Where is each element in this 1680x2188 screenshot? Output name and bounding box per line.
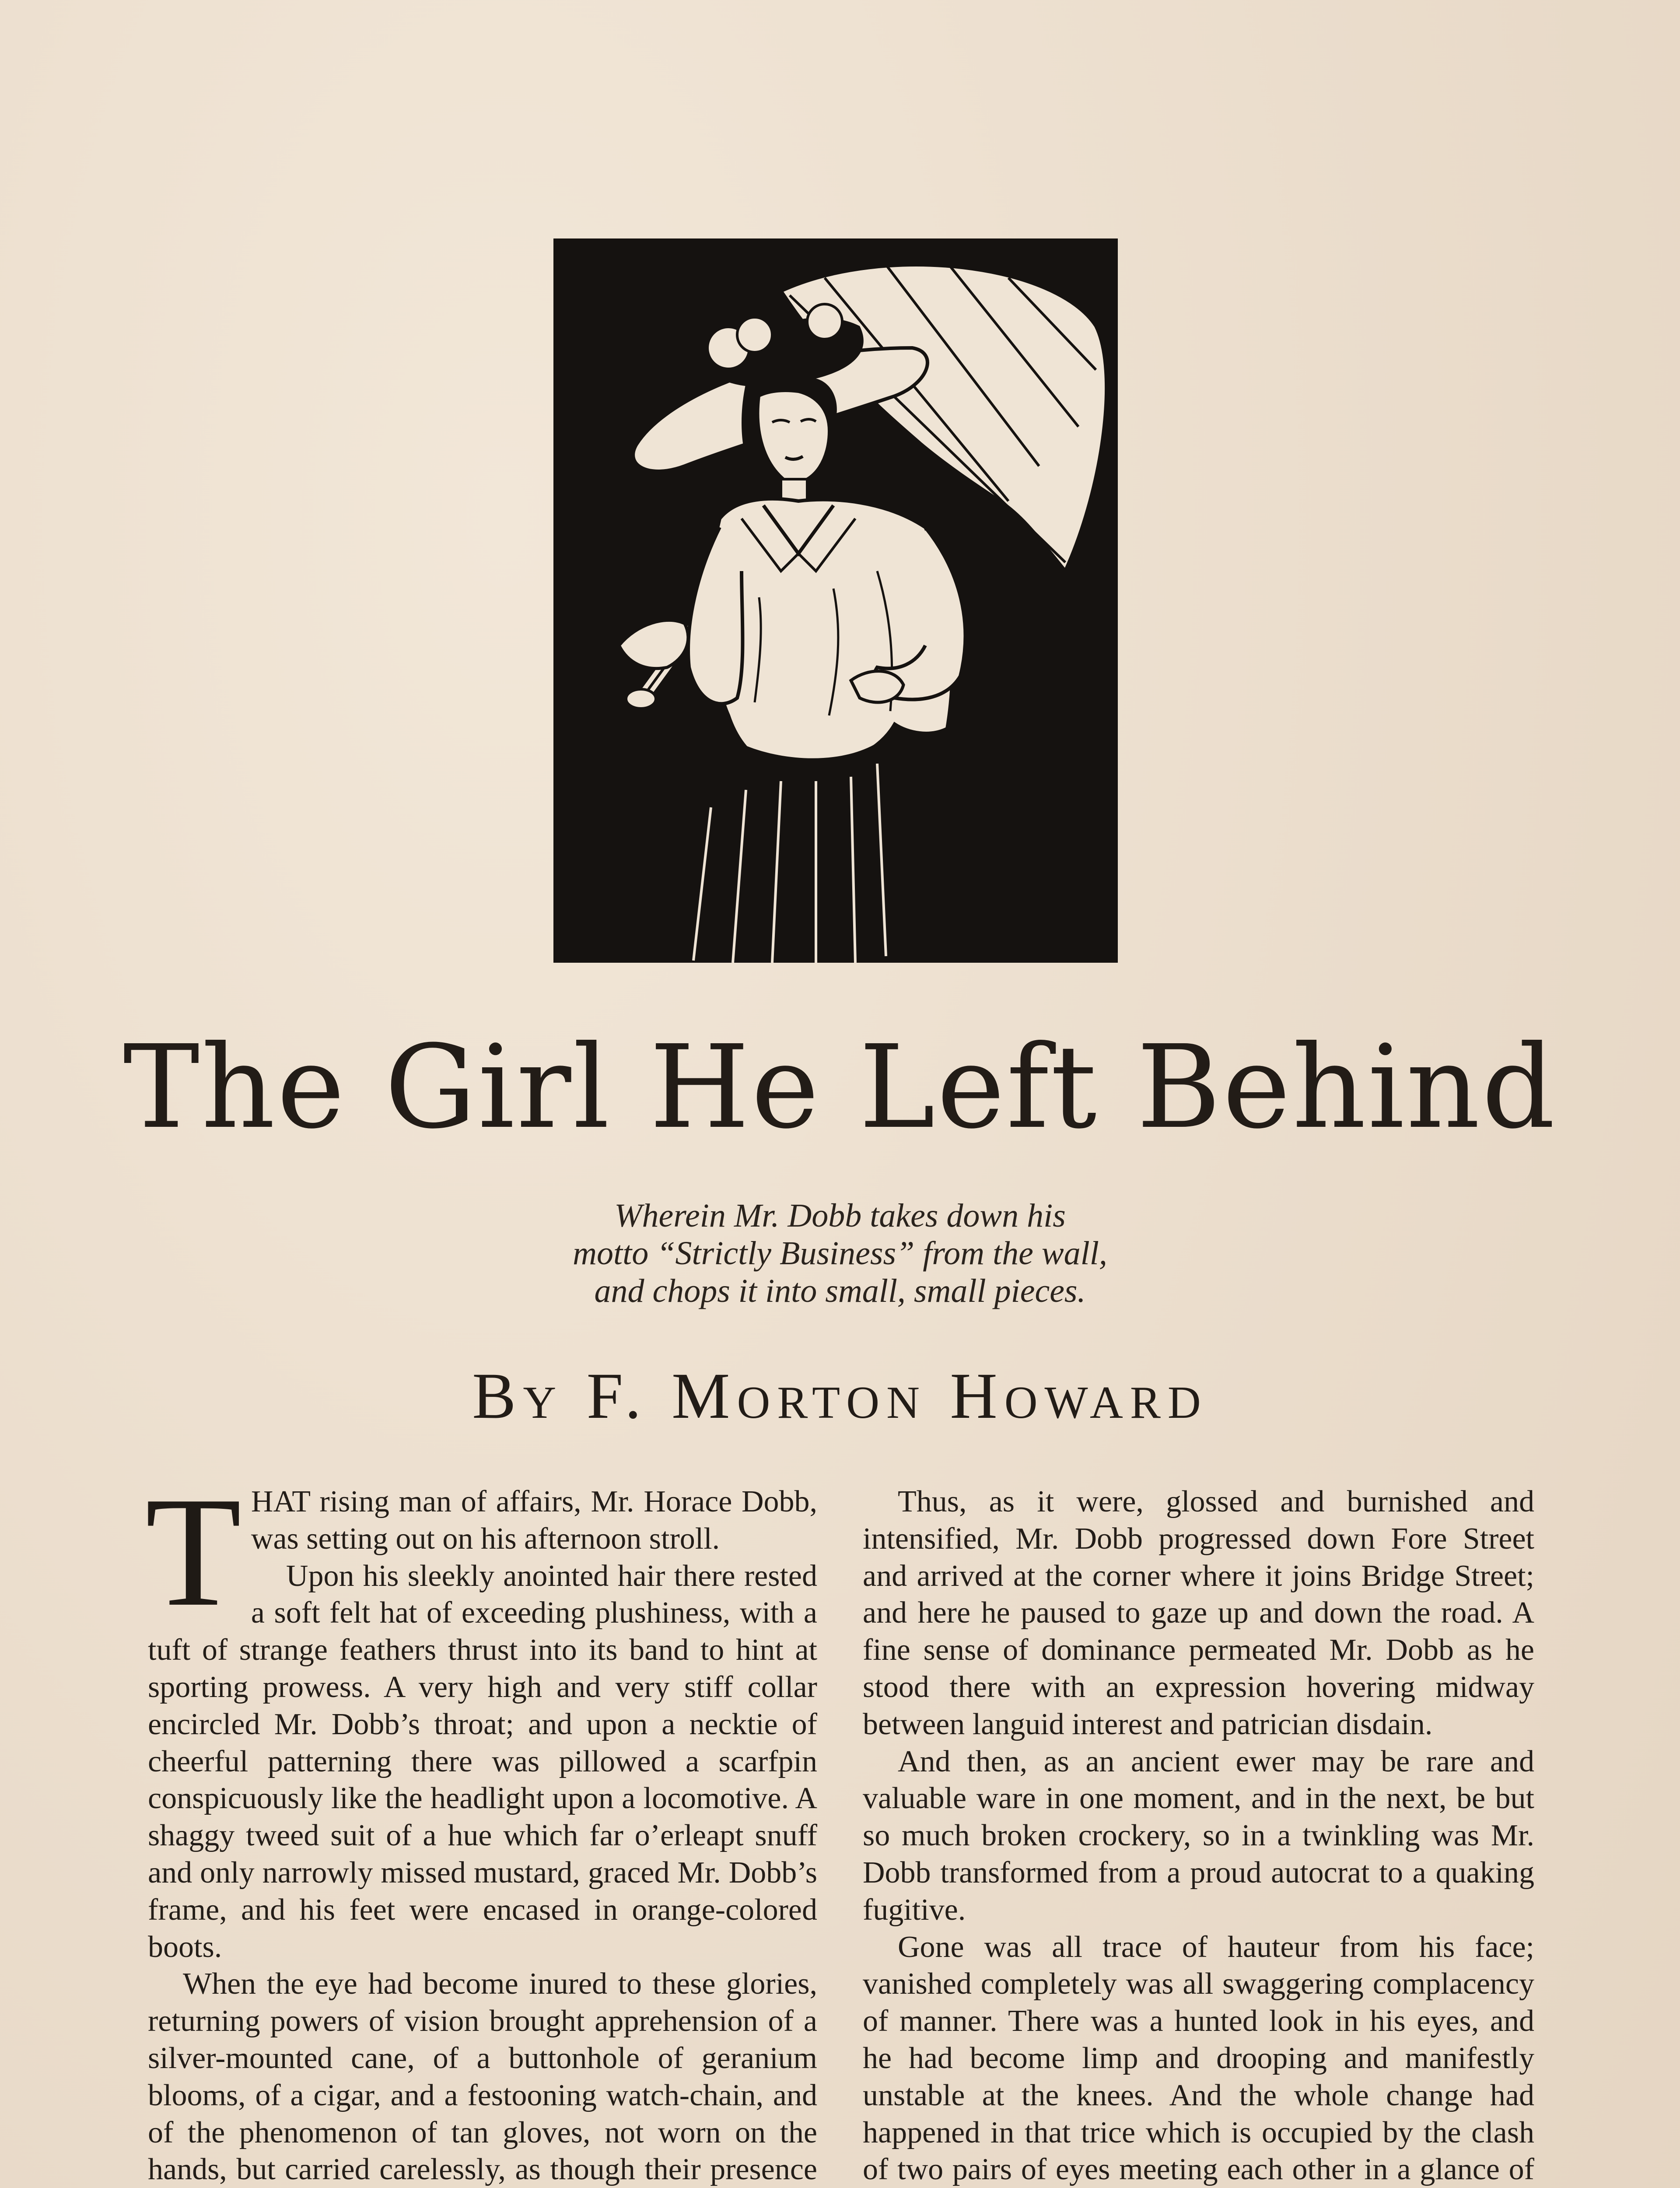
subtitle-line: Wherein Mr. Dobb takes down his: [614, 1197, 1066, 1234]
subtitle-line: motto “Strictly Business” from the wall,: [573, 1235, 1107, 1272]
paragraph-text: HAT rising man of affairs, Mr. Horace Dobb, was setting out on his afternoon stroll.: [251, 1485, 817, 1556]
woman-with-parasol-illustration: [553, 238, 1118, 963]
subtitle-line: and chops it into small, small pieces.: [594, 1273, 1086, 1309]
body-paragraph: And then, as an ancient ewer may be rare and valuable ware in one moment, and in the next, be but so much broken crockery, so in a twinkling was Mr. Dobb transformed from a proud autocrat to a quaking fugitive.: [863, 1744, 1534, 1927]
drop-cap: T: [145, 1464, 242, 1639]
right-text-column: [863, 1483, 1534, 2188]
body-paragraph: When the eye had become inured to these glories, returning powers of vision brought apprehension of a silver-mounted cane, of a buttonhole of geranium blooms, of a cigar, and a festooning watch-chain, and of the phenomenon of tan gloves, not worn on the hands, but carried carelessly, as though their presence: [148, 1967, 817, 2187]
article-title: The Girl He Left Behind: [123, 1020, 1557, 1154]
author-byline: By F. Morton Howard: [472, 1360, 1208, 1432]
body-paragraph: Gone was all trace of hauteur from his face; vanished completely was all swaggering complacency of manner. There was a hunted look in his eyes, and he had become limp and drooping and manifestly unstable at the knees. And the whole change had happened in that trice which is occupied by the clash of two pairs of eyes meeting each other in a glance of: [863, 1930, 1534, 2187]
body-paragraph: Thus, as it were, glossed and burnished and intensified, Mr. Dobb progressed down Fore Street and arrived at the corner where it joins Bridge Street; and here he paused to gaze up and down the road. A fine sense of dominance permeated Mr. Dobb as he stood there with an expression hovering midway between languid interest and patrician disdain.: [863, 1485, 1534, 1741]
left-text-column: [145, 1464, 817, 2188]
article-subtitle: [490, 1197, 1190, 1310]
body-paragraph: [145, 1464, 817, 1639]
body-paragraph: Upon his sleekly anointed hair there rested a soft felt hat of exceeding plushiness, with a tuft of strange feathers thrust into its band to hint at sporting prowess. A very high and very stiff collar encircled Mr. Dobb’s throat; and upon a necktie of cheerful patterning there was pillowed a scarfpin conspicuously like the headlight upon a locomotive. A shaggy tweed suit of a hue which far o’erleapt snuff and only narrowly missed mustard, graced Mr. Dobb’s frame, and his feet were encased in orange-colored boots.: [148, 1559, 817, 1964]
